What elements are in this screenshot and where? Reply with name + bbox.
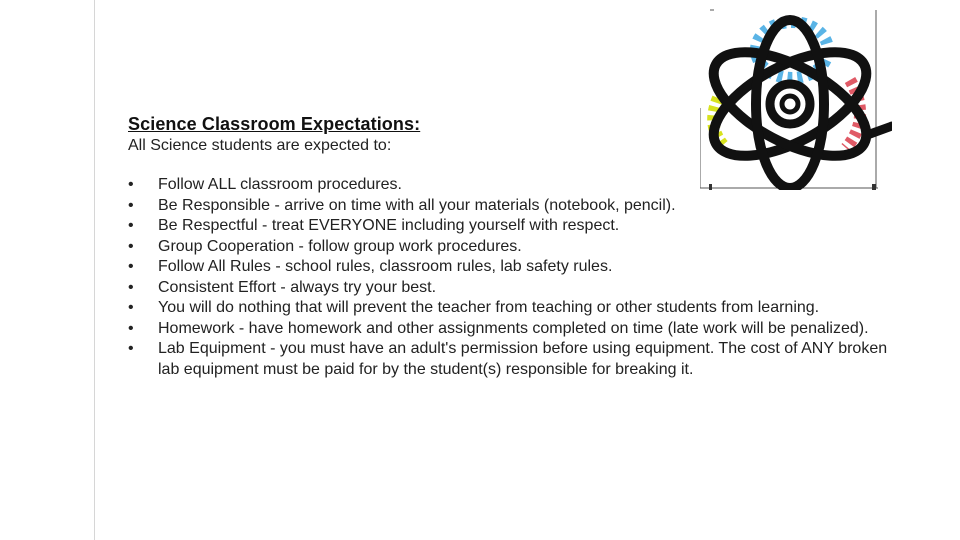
list-item [128,216,898,237]
atom-image [700,8,892,190]
document-heading: Science Classroom Expectations: [128,114,421,134]
list-item [128,339,898,380]
rule-text: Be Responsible - arrive on time with all your materials (notebook, pencil). [158,196,676,214]
list-item [128,237,898,258]
rule-text: Follow ALL classroom procedures. [158,176,402,193]
rule-text: Follow All Rules - school rules, classroom rules, lab safety rules. [158,258,613,275]
bullet-glyph: • [128,258,134,275]
rule-text: Group Cooperation - follow group work procedures. [158,237,522,255]
rule-text: Be Respectful - treat EVERYONE including yourself with respect. [158,217,620,234]
list-item [128,278,898,299]
bullet-glyph: • [128,319,134,337]
rules-list [128,175,898,380]
list-item [128,257,898,278]
atom-icon [700,8,892,190]
page-margin-line [94,0,95,540]
rule-text: Lab Equipment - you must have an adult's permission before using equipment. The cost of ANY broken lab equipment must be paid for by the student(s) responsible for breaking it. [158,340,888,378]
rule-text: You will do nothing that will prevent the teacher from teaching or other students from learning. [158,299,820,316]
list-item [128,196,898,217]
list-item [128,319,898,340]
bullet-glyph: • [128,176,134,193]
document-intro: All Science students are expected to: [128,137,392,154]
bullet-glyph: • [128,196,134,214]
rule-text: Consistent Effort - always try your best. [158,278,437,296]
bullet-glyph: • [128,299,134,316]
list-item [128,298,898,319]
bullet-glyph: • [128,217,134,234]
bullet-glyph: • [128,340,134,357]
bullet-glyph: • [128,237,134,255]
rule-text: Homework - have homework and other assignments completed on time (late work will be penalized). [158,319,869,337]
bullet-glyph: • [128,278,134,296]
